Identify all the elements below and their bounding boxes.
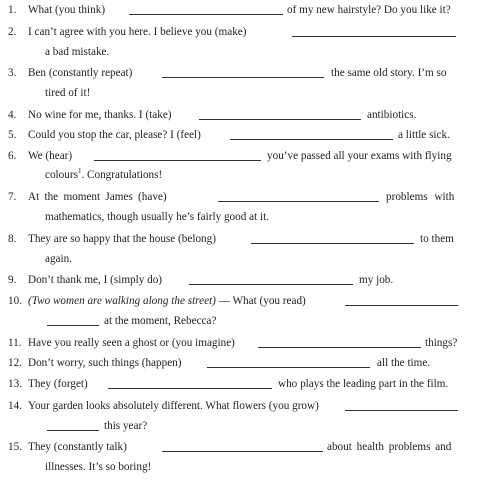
item-text: illnesses. It’s so boring! (45, 461, 152, 473)
item-text: At the moment James (have) (28, 191, 167, 203)
item-text: about health problems and (327, 441, 452, 453)
answer-blank[interactable] (230, 139, 393, 140)
item-text-word: . Congratulations! (81, 169, 163, 181)
item-text: mathematics, though usually he’s fairly good at it. (45, 211, 270, 223)
item-text: problems with (386, 191, 455, 203)
item-text: a little sick. (398, 129, 450, 141)
item-number: 2. (8, 26, 17, 38)
item-number: 13. (8, 378, 22, 390)
item-number: 3. (8, 67, 17, 79)
answer-blank[interactable] (47, 430, 99, 431)
item-text: all the time. (377, 357, 431, 369)
answer-blank[interactable] (108, 388, 272, 389)
item-text: the same old story. I’m so (331, 67, 447, 79)
answer-blank[interactable] (292, 36, 456, 37)
answer-blank[interactable] (218, 201, 379, 202)
item-text: Don’t thank me, I (simply do) (28, 274, 163, 286)
answer-blank[interactable] (258, 347, 421, 348)
item-text: I can’t agree with you here. I believe you (make) (28, 26, 247, 38)
footnote-mark: 1 (77, 167, 82, 175)
item-number: 12. (8, 357, 22, 369)
item-number: 10. (8, 295, 22, 307)
item-text: Ben (constantly repeat) (28, 67, 133, 79)
item-number: 15. (8, 441, 22, 453)
item-text-word: — What (you read) (215, 295, 306, 307)
stage-direction: (Two women are walking along the street) (28, 295, 216, 307)
item-text: They (constantly talk) (28, 441, 127, 453)
item-number: 4. (8, 109, 17, 121)
item-text: you’ve passed all your exams with flying (267, 150, 452, 162)
item-text: Your garden looks absolutely different. What flowers (you grow) (28, 400, 319, 412)
item-text: antibiotics. (367, 109, 417, 121)
item-text: this year? (104, 420, 148, 432)
answer-blank[interactable] (199, 119, 361, 120)
item-text: Don’t worry, such things (happen) (28, 357, 182, 369)
item-text: things? (425, 337, 458, 349)
item-number: 9. (8, 274, 17, 286)
item-number: 11. (8, 337, 22, 349)
answer-blank[interactable] (251, 243, 414, 244)
answer-blank[interactable] (162, 451, 323, 452)
answer-blank[interactable] (94, 160, 261, 161)
item-number: 6. (8, 150, 17, 162)
item-text: tired of it! (45, 87, 91, 99)
answer-blank[interactable] (129, 14, 283, 15)
item-text: They (forget) (28, 378, 88, 390)
item-text (28, 294, 306, 308)
item-number: 8. (8, 233, 17, 245)
item-number: 1. (8, 4, 17, 16)
item-text: again. (45, 253, 73, 265)
item-number: 5. (8, 129, 17, 141)
item-number: 14. (8, 400, 22, 412)
item-text: Have you really seen a ghost or (you imagine) (28, 337, 235, 349)
item-text: at the moment, Rebecca? (104, 315, 217, 327)
item-text: a bad mistake. (45, 46, 110, 58)
answer-blank[interactable] (189, 284, 353, 285)
item-number: 7. (8, 191, 17, 203)
item-text: who plays the leading part in the film. (278, 378, 449, 390)
item-text: What (you think) (28, 4, 106, 16)
answer-blank[interactable] (162, 77, 324, 78)
item-text (45, 168, 162, 182)
answer-blank[interactable] (345, 305, 458, 306)
item-text: They are so happy that the house (belong) (28, 233, 216, 245)
item-text: Could you stop the car, please? I (feel) (28, 129, 201, 141)
item-text-word: colours (45, 169, 78, 181)
item-text: of my new hairstyle? Do you like it? (287, 4, 451, 16)
answer-blank[interactable] (207, 367, 370, 368)
item-text: to them (420, 233, 454, 245)
item-text: my job. (359, 274, 394, 286)
item-text: No wine for me, thanks. I (take) (28, 109, 172, 121)
item-text: We (hear) (28, 150, 73, 162)
answer-blank[interactable] (47, 325, 99, 326)
answer-blank[interactable] (345, 410, 458, 411)
